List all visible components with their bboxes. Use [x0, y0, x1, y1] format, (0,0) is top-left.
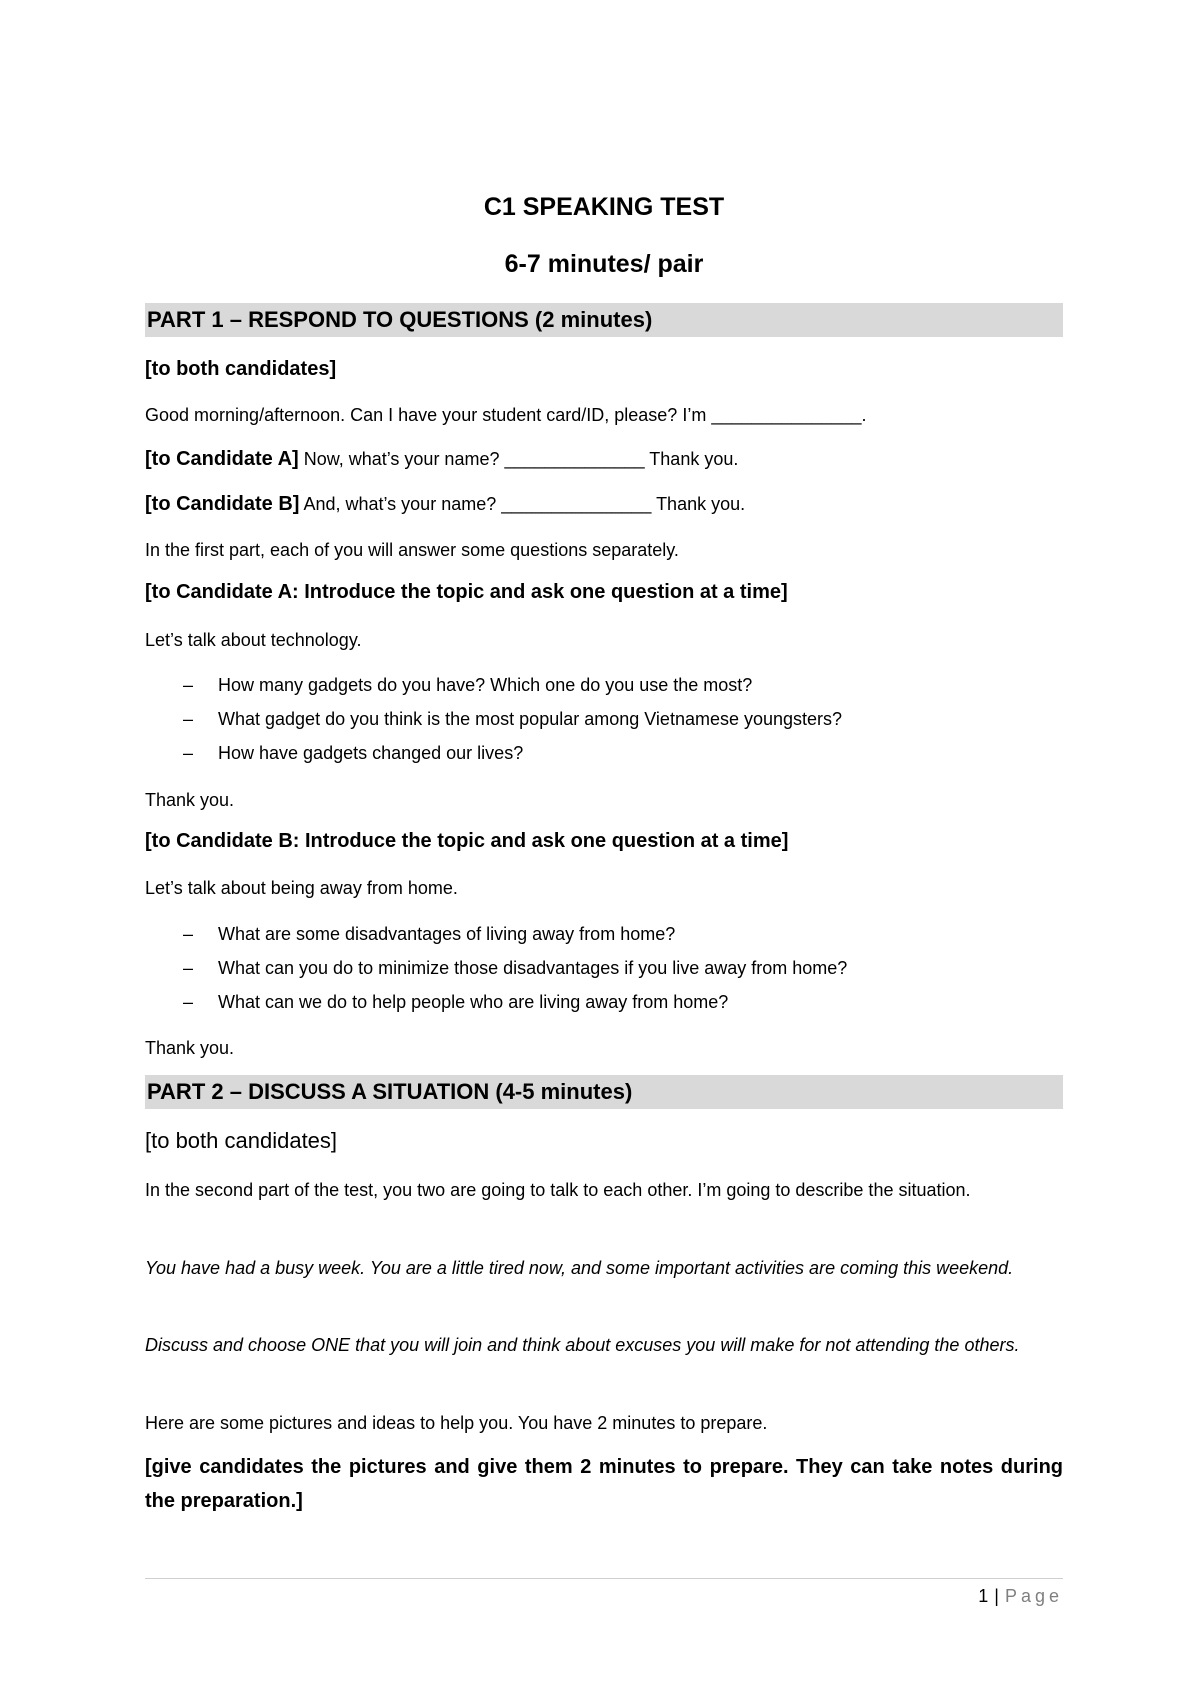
part2-situation-1: You have had a busy week. You are a little tired now, and some important activities are coming this weekend. [145, 1258, 1014, 1278]
footer-separator: | [994, 1586, 999, 1606]
part2-situation-2: Discuss and choose ONE that you will join and think about excuses you will make for not attending the others. [145, 1335, 1020, 1355]
list-item [145, 673, 1063, 697]
part1-greeting: Good morning/afternoon. Can I have your student card/ID, please? I’m _______________. [145, 405, 867, 425]
part2-both-candidates: [to both candidates] [145, 1128, 338, 1153]
list-item [145, 707, 1063, 731]
question-text: How have gadgets changed our lives? [218, 743, 524, 763]
candidate-b-label: [to Candidate B] [145, 493, 300, 515]
page-footer [978, 1586, 1063, 1607]
list-item [145, 922, 1063, 946]
list-item [145, 956, 1063, 980]
dash-bullet-icon: – [183, 992, 194, 1012]
part1-thanks-a: Thank you. [145, 790, 235, 810]
part1-thanks-b: Thank you. [145, 1038, 235, 1058]
candidate-a-text: Now, what’s your name? ______________ Thank you. [298, 449, 739, 469]
question-text: What gadget do you think is the most popular among Vietnamese youngsters? [218, 709, 843, 729]
part1-both-candidates: [to both candidates] [145, 358, 337, 380]
question-text: What are some disadvantages of living away from home? [218, 924, 676, 944]
part1-instruction-a: [to Candidate A: Introduce the topic and ask one question at a time] [145, 581, 788, 603]
question-text: What can we do to help people who are living away from home? [218, 992, 729, 1012]
list-item [145, 741, 1063, 765]
part2-help: Here are some pictures and ideas to help you. You have 2 minutes to prepare. [145, 1413, 768, 1433]
part2-heading: PART 2 – DISCUSS A SITUATION (4-5 minutes) [145, 1075, 1063, 1109]
page-title: C1 SPEAKING TEST [483, 193, 725, 221]
dash-bullet-icon: – [183, 709, 194, 729]
part1-instruction-b: [to Candidate B: Introduce the topic and ask one question at a time] [145, 830, 789, 852]
page-label: Page [1004, 1586, 1063, 1606]
part2-intro: In the second part of the test, you two are going to talk to each other. I’m going to describe the situation. [145, 1180, 971, 1200]
dash-bullet-icon: – [183, 743, 194, 763]
page-subtitle: 6-7 minutes/ pair [504, 250, 704, 278]
question-text: What can you do to minimize those disadvantages if you live away from home? [218, 958, 848, 978]
part1-topic-b: Let’s talk about being away from home. [145, 878, 458, 898]
part1-candidate-a-line [145, 447, 1063, 471]
part1-intro: In the first part, each of you will answer some questions separately. [145, 540, 679, 560]
question-text: How many gadgets do you have? Which one do you use the most? [218, 675, 753, 695]
part2-instruction: [give candidates the pictures and give them 2 minutes to prepare. They can take notes during the preparation.] [145, 1456, 1063, 1512]
page-number: 1 [978, 1586, 989, 1606]
part1-candidate-b-line [145, 492, 1063, 516]
footer-divider [145, 1578, 1063, 1579]
part1-heading: PART 1 – RESPOND TO QUESTIONS (2 minutes) [145, 303, 1063, 337]
document-page [145, 0, 1063, 1696]
dash-bullet-icon: – [183, 675, 194, 695]
dash-bullet-icon: – [183, 924, 194, 944]
list-item [145, 990, 1063, 1014]
dash-bullet-icon: – [183, 958, 194, 978]
part1-topic-a: Let’s talk about technology. [145, 630, 362, 650]
candidate-a-label: [to Candidate A] [145, 448, 299, 470]
candidate-b-text: And, what’s your name? _______________ Thank you. [299, 494, 746, 514]
